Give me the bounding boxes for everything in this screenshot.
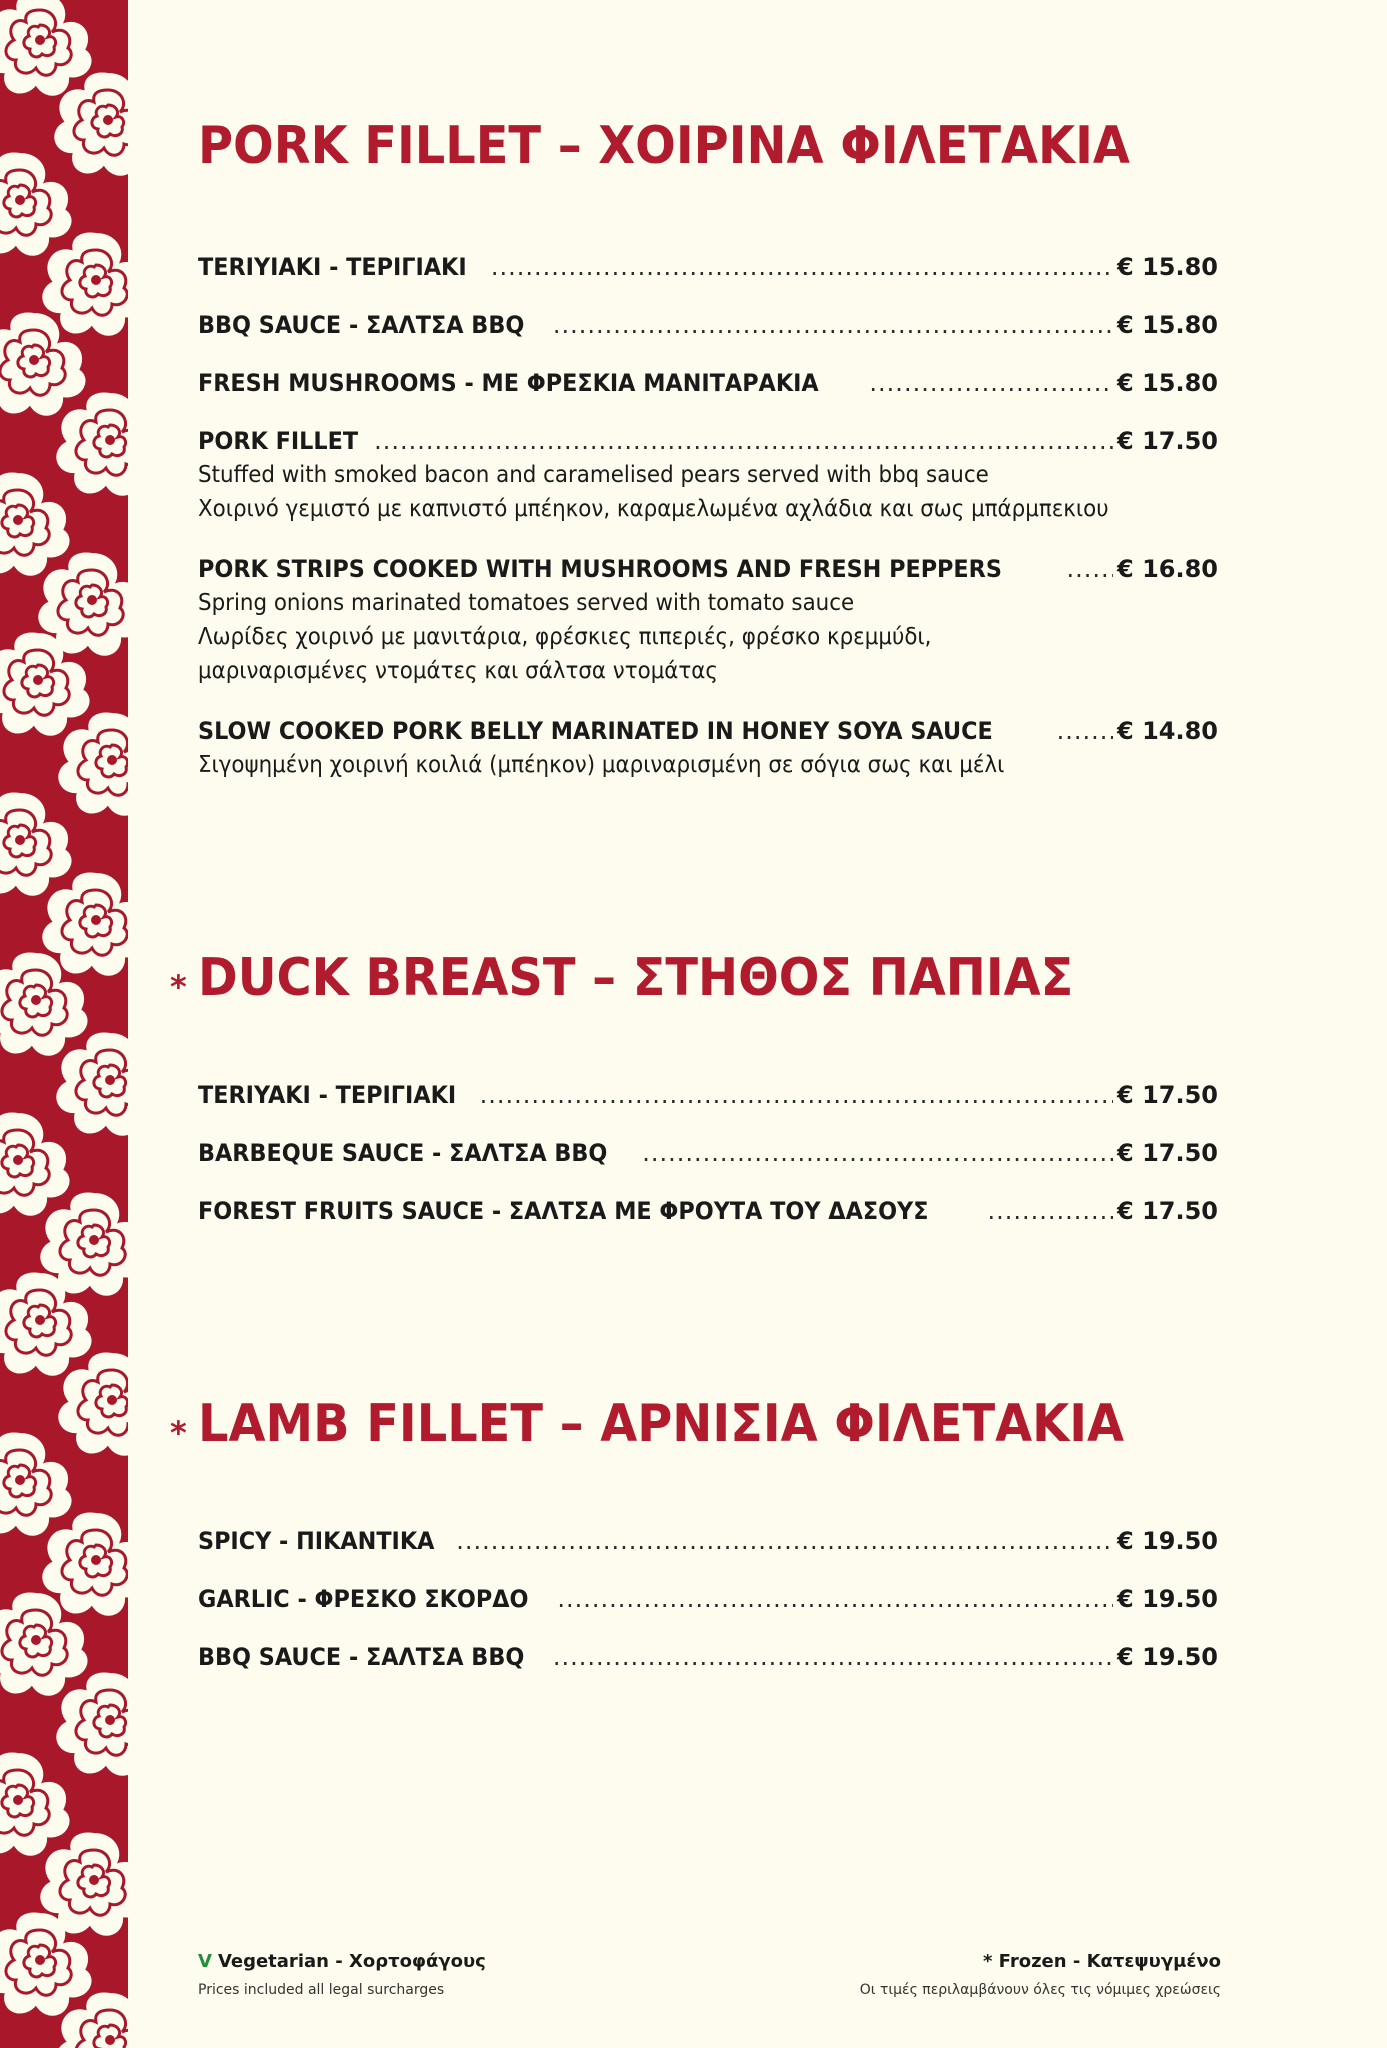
- section-pork-fillet: [198, 116, 1218, 778]
- menu-item: [198, 252, 1218, 282]
- floral-side-pattern: [0, 0, 128, 2048]
- menu-item: [198, 368, 1218, 398]
- menu-item: [198, 1196, 1218, 1226]
- dot-leader: [553, 310, 1113, 340]
- footer-legend-right: [860, 1950, 1221, 2000]
- item-name: TERIYIAKI - ΤΕΡΙΓΙΑΚΙ: [198, 253, 467, 281]
- section-duck-breast: [170, 948, 1218, 1225]
- item-price: € 17.50: [1117, 427, 1218, 455]
- item-price: € 17.50: [1117, 1139, 1218, 1167]
- item-name: PORK STRIPS COOKED WITH MUSHROOMS AND FRESH PEPPERS: [198, 555, 1002, 583]
- item-name: SPICY - ΠΙΚΑΝΤΙΚΑ: [198, 1527, 435, 1555]
- dot-leader: [456, 1526, 1113, 1556]
- dot-leader: [557, 1584, 1113, 1614]
- item-price: € 15.80: [1117, 311, 1218, 339]
- dot-leader: [374, 426, 1113, 456]
- dot-leader: [553, 1642, 1113, 1672]
- vegetarian-mark: V: [198, 1951, 212, 1972]
- prices-note-en: Prices included all legal surcharges: [198, 1982, 445, 1998]
- item-name: BBQ SAUCE - ΣΑΛΤΣΑ BBQ: [198, 311, 525, 339]
- item-name: TERIYAKI - ΤΕΡΙΓΙΑΚΙ: [198, 1081, 457, 1109]
- menu-item: [198, 426, 1218, 526]
- item-description-gr: Σιγοψημένη χοιρινή κοιλιά (μπέηκον) μαριναρισμένη σε σόγια σως και μέλι: [198, 752, 1005, 778]
- dot-leader: [1057, 716, 1113, 746]
- item-price: € 19.50: [1117, 1527, 1218, 1555]
- menu-items: [198, 1526, 1218, 1700]
- menu-item: [198, 1642, 1218, 1672]
- menu-item: [198, 310, 1218, 340]
- dot-leader: [642, 1138, 1113, 1168]
- vegetarian-label: Vegetarian - Χορτοφάγους: [217, 1951, 486, 1972]
- menu-item: [198, 1584, 1218, 1614]
- item-price: € 17.50: [1117, 1081, 1218, 1109]
- menu-item: [198, 1138, 1218, 1168]
- item-description-en: Stuffed with smoked bacon and caramelised pears served with bbq sauce: [198, 462, 989, 488]
- menu-item: [198, 554, 1218, 688]
- item-price: € 15.80: [1117, 253, 1218, 281]
- item-price: € 19.50: [1117, 1643, 1218, 1671]
- prices-note-gr: Οι τιμές περιλαμβάνουν όλες τις νόμιμες χρεώσεις: [859, 1982, 1221, 1998]
- dot-leader: [869, 368, 1113, 398]
- frozen-star-icon: *: [170, 1414, 187, 1452]
- item-description-gr: Λωρίδες χοιρινό με μανιτάρια, φρέσκιες πιπεριές, φρέσκο κρεμμύδι,: [198, 624, 932, 650]
- item-description-en: Spring onions marinated tomatoes served with tomato sauce: [198, 590, 855, 616]
- item-description-gr: μαριναρισμένες ντομάτες και σάλτσα ντομάτας: [198, 658, 718, 684]
- menu-items: [198, 1080, 1218, 1254]
- item-name: BARBEQUE SAUCE - ΣΑΛΤΣΑ BBQ: [198, 1139, 608, 1167]
- item-name: GARLIC - ΦΡΕΣΚΟ ΣΚΟΡΔΟ: [198, 1585, 529, 1613]
- item-description-gr: Χοιρινό γεμιστό με καπνιστό μπέηκον, καραμελωμένα αχλάδια και σως μπάρμπεκιου: [198, 496, 1109, 522]
- menu-item: [198, 1526, 1218, 1556]
- frozen-star-icon: *: [170, 968, 187, 1006]
- item-name: SLOW COOKED PORK BELLY MARINATED IN HONEY SOYA SAUCE: [198, 717, 993, 745]
- section-title: DUCK BREAST – ΣΤΗΘΟΣ ΠΑΠΙΑΣ: [198, 948, 1074, 1008]
- item-price: € 15.80: [1117, 369, 1218, 397]
- dot-leader: [1066, 554, 1113, 584]
- section-lamb-fillet: [170, 1394, 1218, 1671]
- item-name: PORK FILLET: [198, 427, 359, 455]
- item-name: BBQ SAUCE - ΣΑΛΤΣΑ BBQ: [198, 1643, 525, 1671]
- menu-item: [198, 716, 1218, 782]
- menu-item: [198, 1080, 1218, 1110]
- item-price: € 14.80: [1117, 717, 1218, 745]
- footer-legend-left: [198, 1950, 486, 2000]
- menu-items: [198, 252, 1218, 810]
- section-title: LAMB FILLET – ΑΡΝΙΣΙΑ ΦΙΛΕΤΑΚΙΑ: [198, 1394, 1125, 1454]
- item-price: € 17.50: [1117, 1197, 1218, 1225]
- item-name: FRESH MUSHROOMS - ΜΕ ΦΡΕΣΚΙΑ ΜΑΝΙΤΑΡΑΚΙΑ: [198, 369, 819, 397]
- item-price: € 19.50: [1117, 1585, 1218, 1613]
- frozen-legend: * Frozen - Κατεψυγμένο: [983, 1951, 1221, 1972]
- vegetarian-legend: [198, 1950, 486, 1974]
- dot-leader: [480, 1080, 1113, 1110]
- item-price: € 16.80: [1117, 555, 1218, 583]
- dot-leader: [987, 1196, 1113, 1226]
- item-name: FOREST FRUITS SAUCE - ΣΑΛΤΣΑ ΜΕ ΦΡΟΥΤΑ ΤΟΥ ΔΑΣΟΥΣ: [198, 1197, 929, 1225]
- section-title: PORK FILLET – ΧΟΙΡΙΝΑ ΦΙΛΕΤΑΚΙΑ: [198, 116, 1130, 176]
- dot-leader: [491, 252, 1113, 282]
